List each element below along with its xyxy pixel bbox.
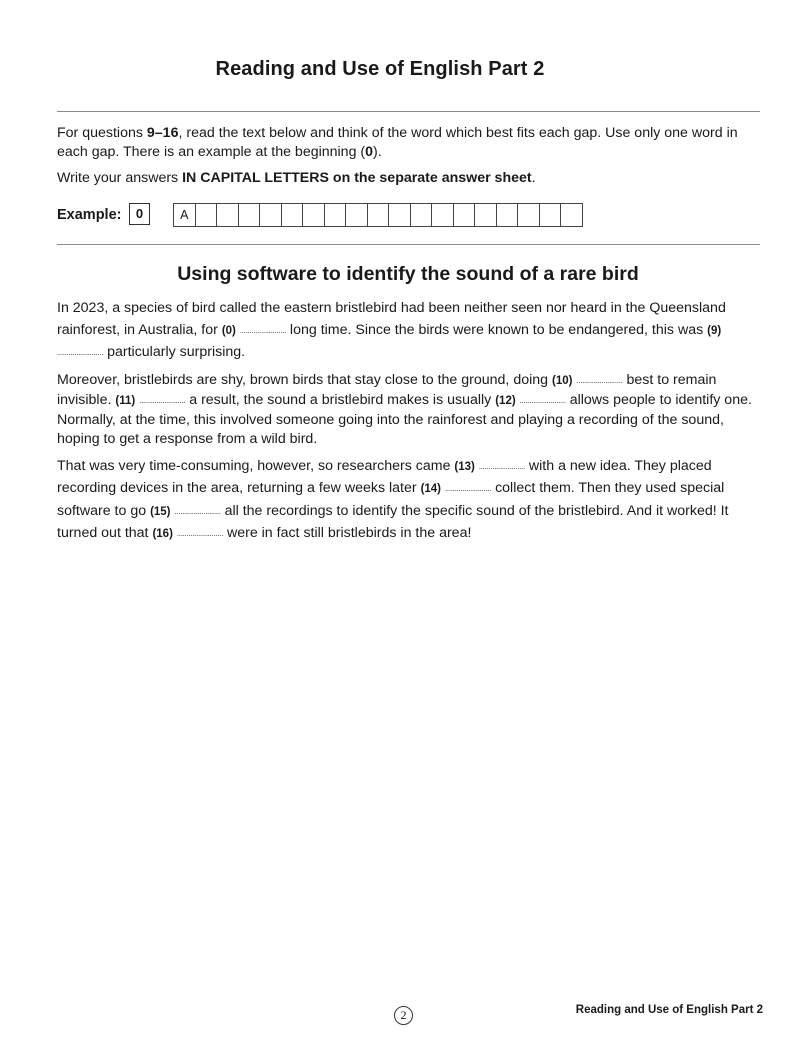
answer-box	[195, 203, 217, 227]
gap-13-number: (13)	[454, 460, 475, 473]
gap-11-blank: ........................	[139, 395, 186, 405]
gap-12-blank: ........................	[519, 395, 566, 405]
example-ref: 0	[365, 144, 374, 160]
gap-9-blank: ........................	[57, 348, 104, 357]
page-number: 2	[394, 1006, 413, 1025]
reading-text	[57, 298, 763, 553]
divider-top	[57, 111, 760, 112]
answer-box	[367, 203, 389, 227]
answer-box	[517, 203, 539, 227]
answer-box	[302, 203, 324, 227]
answer-box	[431, 203, 453, 227]
example-answer-boxes	[173, 203, 583, 227]
gap-15-blank: ........................	[174, 506, 221, 516]
answer-box	[453, 203, 475, 227]
gap-10-number: (10)	[551, 374, 573, 387]
divider-middle	[57, 244, 760, 245]
gap-10-blank: ........................	[576, 375, 623, 385]
example-number-box: 0	[129, 203, 150, 225]
answer-box	[474, 203, 496, 227]
text-title: Using software to identify the sound of a rare bird	[177, 263, 639, 285]
instructions-line-1: For questions 9–16, read the text below and think of the word which best fits each gap. Use only one word in each gap. There is an example at the beginning (0).	[57, 125, 738, 160]
gap-9-number: (9)	[707, 324, 722, 337]
page-title: Reading and Use of English Part 2	[215, 58, 545, 80]
answer-box	[324, 203, 346, 227]
question-range: 9–16	[146, 125, 179, 141]
answer-box	[281, 203, 303, 227]
paragraph-3: That was very time-consuming, however, so researchers came (13) ........................ with a new idea. They placed recording devices in the area, returning a few weeks later (14) ........................ collect them. Then they used special software to go (15) ........................ all the recordings to identify the specific sound of the bristlebird. And it worked! It turned out that (16) ........................ were in fact still bristlebirds in the area!	[57, 457, 729, 541]
answer-box	[560, 203, 583, 227]
answer-box	[216, 203, 238, 227]
gap-0-blank: ........................	[239, 325, 286, 335]
gap-16-blank: ........................	[176, 529, 224, 538]
instructions-line-2: Write your answers IN CAPITAL LETTERS on the separate answer sheet.	[57, 170, 536, 186]
answer-box	[496, 203, 518, 227]
answer-box	[259, 203, 281, 227]
example-label: Example:	[57, 207, 122, 223]
gap-13-blank: ........................	[478, 461, 525, 471]
answer-box: A	[173, 203, 195, 227]
gap-12-number: (12)	[495, 394, 516, 407]
gap-16-number: (16)	[152, 528, 173, 540]
gap-15-number: (15)	[150, 505, 171, 518]
answer-box	[388, 203, 410, 227]
paragraph-2: Moreover, bristlebirds are shy, brown birds that stay close to the ground, doing (10) ........................ best to remain invisible. (11) ........................ a result, the sound a bristlebird makes is usually (12) ........................ allows people to identify one. Normally, at the time, this involved someone going into the rainforest and playing a recording of the sound, hoping to get a response from a wild bird.	[57, 371, 752, 447]
gap-14-number: (14)	[420, 483, 442, 495]
answer-box	[410, 203, 432, 227]
answer-box	[539, 203, 561, 227]
instructions	[57, 124, 762, 195]
answer-format-note: IN CAPITAL LETTERS on the separate answer sheet	[182, 170, 532, 186]
gap-14-blank: ........................	[444, 484, 492, 493]
answer-box	[345, 203, 367, 227]
answer-box	[238, 203, 260, 227]
gap-0-number: (0)	[221, 324, 236, 337]
gap-11-number: (11)	[115, 394, 136, 407]
paragraph-1: In 2023, a species of bird called the eastern bristlebird had been neither seen nor heard in the Queensland rainforest, in Australia, for (0) ........................ long time. Since the birds were known to be endangered, this was (9) ........................ particularly surprising.	[57, 300, 726, 360]
footer-section-label: Reading and Use of English Part 2	[575, 1004, 763, 1016]
